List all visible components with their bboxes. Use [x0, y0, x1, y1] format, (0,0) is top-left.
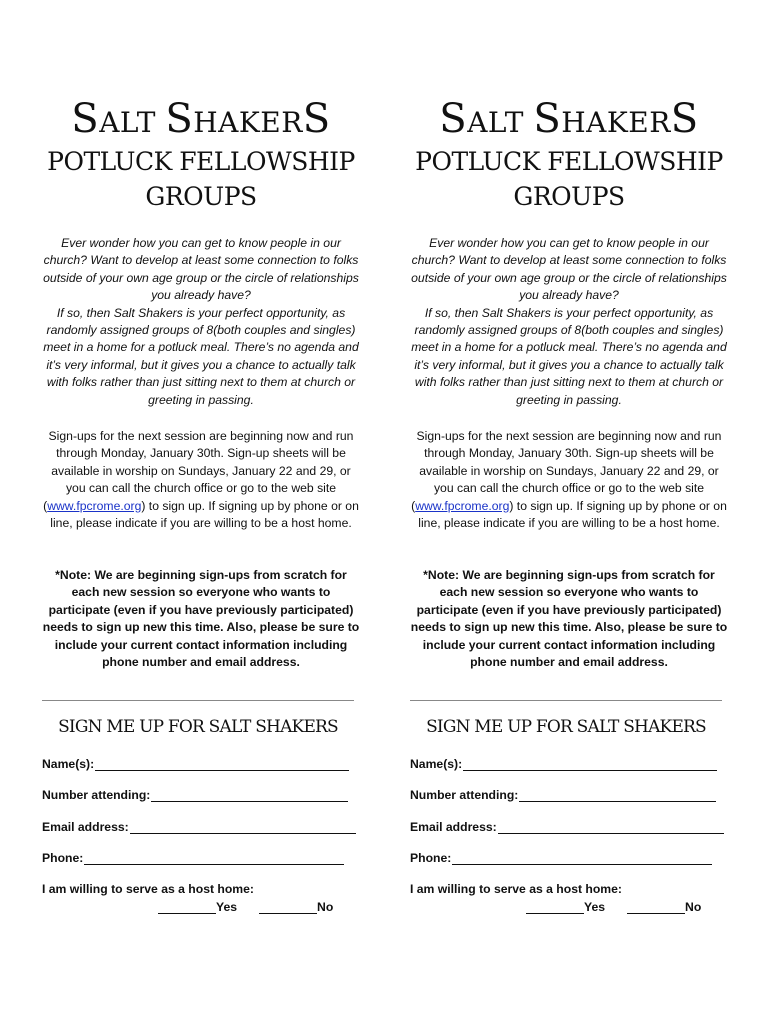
flyer-subtitle: POTLUCK FELLOWSHIP GROUPS [415, 147, 723, 211]
signup-note: *Note: We are beginning sign-ups from scratch for each new session so everyone who wants to participate (even if you have previously participated) needs to sign up new this time. Also, please be sure to include your current contact information including phone number and email address. [410, 568, 728, 670]
signup-info: Sign-ups for the next session are beginning now and run through Monday, January 30th. Sign-up sheets will be available in worship on Sundays, January 22 and 29, or you can call the church office or go to the web site (www.fpcrome.org) to sign up. If signing up by phone or on line, please indicate if you are willing to be a host home. [411, 429, 727, 531]
host-yes-option[interactable]: Yes [526, 900, 605, 914]
flyer-title: SALT SHAKERS [439, 96, 699, 142]
cut-line-divider [410, 700, 722, 701]
name-field[interactable]: Name(s): [410, 757, 717, 771]
host-yes-option[interactable]: Yes [158, 900, 237, 914]
email-field[interactable]: Email address: [410, 820, 724, 834]
host-no-option[interactable]: No [627, 900, 701, 914]
form-title: SIGN ME UP FOR SALT SHAKERS [58, 717, 338, 737]
intro-text: Ever wonder how you can get to know people in our church? Want to develop at least some connection to folks outside of your own age group or the circle of relationships you already have? If so, then Salt Shakers is your perfect opportunity, as randomly assigned groups of 8(both couples and singles) meet in a home for a potluck meal. There’s no agenda and it’s very informal, but it gives you a chance to actually talk with folks rather than just sitting next to them at church or greeting in passing. [43, 236, 359, 407]
phone-field[interactable]: Phone: [410, 851, 712, 865]
cut-line-divider [42, 700, 354, 701]
flyer-subtitle: POTLUCK FELLOWSHIP GROUPS [47, 147, 355, 211]
host-question: I am willing to serve as a host home: [410, 882, 622, 896]
form-title: SIGN ME UP FOR SALT SHAKERS [426, 717, 706, 737]
website-link[interactable]: www.fpcrome.org [415, 498, 510, 513]
host-no-option[interactable]: No [259, 900, 333, 914]
website-link[interactable]: www.fpcrome.org [47, 498, 142, 513]
phone-field[interactable]: Phone: [42, 851, 344, 865]
number-attending-field[interactable]: Number attending: [410, 788, 716, 802]
signup-note: *Note: We are beginning sign-ups from scratch for each new session so everyone who wants to participate (even if you have previously participated) needs to sign up new this time. Also, please be sure to include your current contact information including phone number and email address. [42, 568, 360, 670]
intro-text: Ever wonder how you can get to know people in our church? Want to develop at least some connection to folks outside of your own age group or the circle of relationships you already have? If so, then Salt Shakers is your perfect opportunity, as randomly assigned groups of 8(both couples and singles) meet in a home for a potluck meal. There’s no agenda and it’s very informal, but it gives you a chance to actually talk with folks rather than just sitting next to them at church or greeting in passing. [411, 236, 727, 407]
number-attending-field[interactable]: Number attending: [42, 788, 348, 802]
flyer-title: SALT SHAKERS [71, 96, 331, 142]
signup-info: Sign-ups for the next session are beginning now and run through Monday, January 30th. Sign-up sheets will be available in worship on Sundays, January 22 and 29, or you can call the church office or go to the web site (www.fpcrome.org) to sign up. If signing up by phone or on line, please indicate if you are willing to be a host home. [43, 429, 359, 531]
host-question: I am willing to serve as a host home: [42, 882, 254, 896]
host-options [158, 900, 333, 914]
email-field[interactable]: Email address: [42, 820, 356, 834]
name-field[interactable]: Name(s): [42, 757, 349, 771]
flyer-right [410, 0, 728, 1024]
host-options [526, 900, 701, 914]
flyer-left [42, 0, 360, 1024]
